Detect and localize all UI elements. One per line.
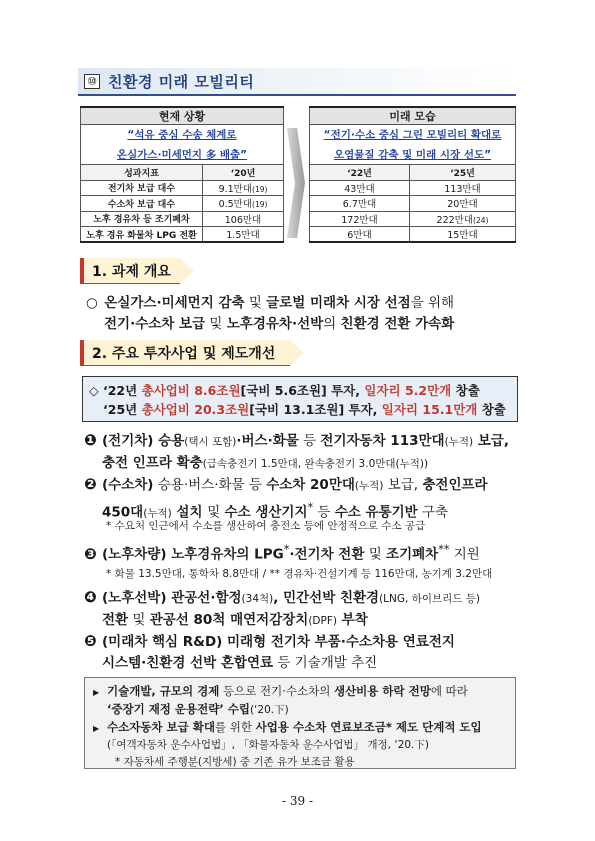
current-status-table xyxy=(80,106,284,243)
value-25: 15만대 xyxy=(410,227,516,243)
value-25: 222만대(24) xyxy=(410,211,516,227)
metric-label: 노후 경유 화물차 LPG 전환 xyxy=(81,227,203,243)
col-year-20: ‘20년 xyxy=(203,165,284,181)
future-title: 미래 모습 xyxy=(310,107,516,125)
value-22: 6만대 xyxy=(310,227,410,243)
metric-label: 전기차 보급 대수 xyxy=(81,180,203,196)
item-old-vehicles: ❸ (노후차량) 노후경유차의 LPG*·전기차 전환 및 조기폐차** 지원 xyxy=(84,543,480,563)
policy-note-box: ▶ 기술개발, 규모의 경제 등으로 전기·수소차의 생산비용 하락 전망에 따라 ‘중장기 재정 운용전략’ 수립(‘20.下) ▶ 수소자동차 보급 확대를 위한 사업용 수소차 연료보조금* 제도 단계적 도입 (「여객자동차 운수사업법」, 「화물자동차 운수사업법」 개정, ‘20.下) * 자동차세 주행분(지방세) 중 기존 유가 보조금 활용 xyxy=(84,677,516,769)
future-desc-2: 오염물질 감축 및 미래 시장 선도” xyxy=(310,145,516,165)
value-22: 43만대 xyxy=(310,180,410,196)
investment-heading: 2. 주요 투자사업 및 제도개선 xyxy=(80,340,290,366)
value-25: 113만대 xyxy=(410,180,516,196)
item-old-vehicles-note: * 화물 13.5만대, 통학차 8.8만대 / ** 경유차·건설기계 등 116만대, 농기계 3.2만대 xyxy=(106,568,493,580)
overview-text: ○ 온실가스·미세먼지 감축 및 글로벌 미래차 시장 선점을 위해 전기·수소차 보급 및 노후경유차·선박의 친환경 전환 가속화 xyxy=(86,295,455,332)
future-desc-1: “전기·수소 중심 그린 모빌리티 확대로 xyxy=(310,125,516,145)
item-rnd: ❺ (미래차 핵심 R&D) 미래형 전기차 부품·수소차용 연료전지 시스템·친환경 선박 혼합연료 등 기술개발 추진 xyxy=(84,632,455,671)
metric-label: 수소차 보급 대수 xyxy=(81,196,203,212)
chevron-right-icon xyxy=(285,128,307,238)
col-year-22: ‘22년 xyxy=(310,165,410,181)
col-year-25: ‘25년 xyxy=(410,165,516,181)
investment-summary-box: ◇ ‘22년 총사업비 8.6조원[국비 5.6조원] 투자, 일자리 5.2만개 창출 ‘25년 총사업비 20.3조원[국비 13.1조원] 투자, 일자리 15.1만개 창출 xyxy=(82,376,518,422)
item-hydrogen: ❷ (수소차) 승용·버스·화물 등 수소차 20만대(누적) 보급, 충전인프라 450대(누적) 설치 및 수소 생산기지* 등 수소 유통기반 구축 xyxy=(84,475,488,521)
value-25: 20만대 xyxy=(410,196,516,212)
page-number: - 39 - xyxy=(281,794,313,808)
item-old-ships: ❹ (노후선박) 관공선·함정(34척), 민간선박 친환경(LNG, 하이브리드 등) 전환 및 관공선 80척 매연저감장치(DPF) 부착 xyxy=(84,588,480,628)
value-22: 172만대 xyxy=(310,211,410,227)
value-22: 6.7만대 xyxy=(310,196,410,212)
section-title: 친환경 미래 모빌리티 xyxy=(108,72,255,91)
overview-heading: 1. 과제 개요 xyxy=(80,258,180,284)
section-header xyxy=(78,68,516,96)
metric-value: 0.5만대(19) xyxy=(203,196,284,212)
metric-value: 9.1만대(19) xyxy=(203,180,284,196)
metric-label: 노후 경유차 등 조기폐차 xyxy=(81,211,203,227)
current-title: 현재 상황 xyxy=(81,107,284,125)
metric-value: 1.5만대 xyxy=(203,227,284,243)
item-hydrogen-note: * 수요처 인근에서 수소를 생산하여 충전소 등에 안정적으로 수소 공급 xyxy=(106,520,426,532)
future-vision-table xyxy=(309,106,516,243)
current-desc-2: 온실가스·미세먼지 多 배출” xyxy=(81,145,284,165)
item-ev: ❶ (전기차) 승용(택시 포함)·버스·화물 등 전기자동차 113만대(누적) 보급, 충전 인프라 확충(급속충전기 1.5만대, 완속충전기 3.0만대(누적)) xyxy=(84,431,509,471)
current-desc-1: “석유 중심 수송 체계로 xyxy=(81,125,284,145)
section-number: ⑩ xyxy=(84,74,100,89)
col-metric: 성과지표 xyxy=(81,165,203,181)
metric-value: 106만대 xyxy=(203,211,284,227)
